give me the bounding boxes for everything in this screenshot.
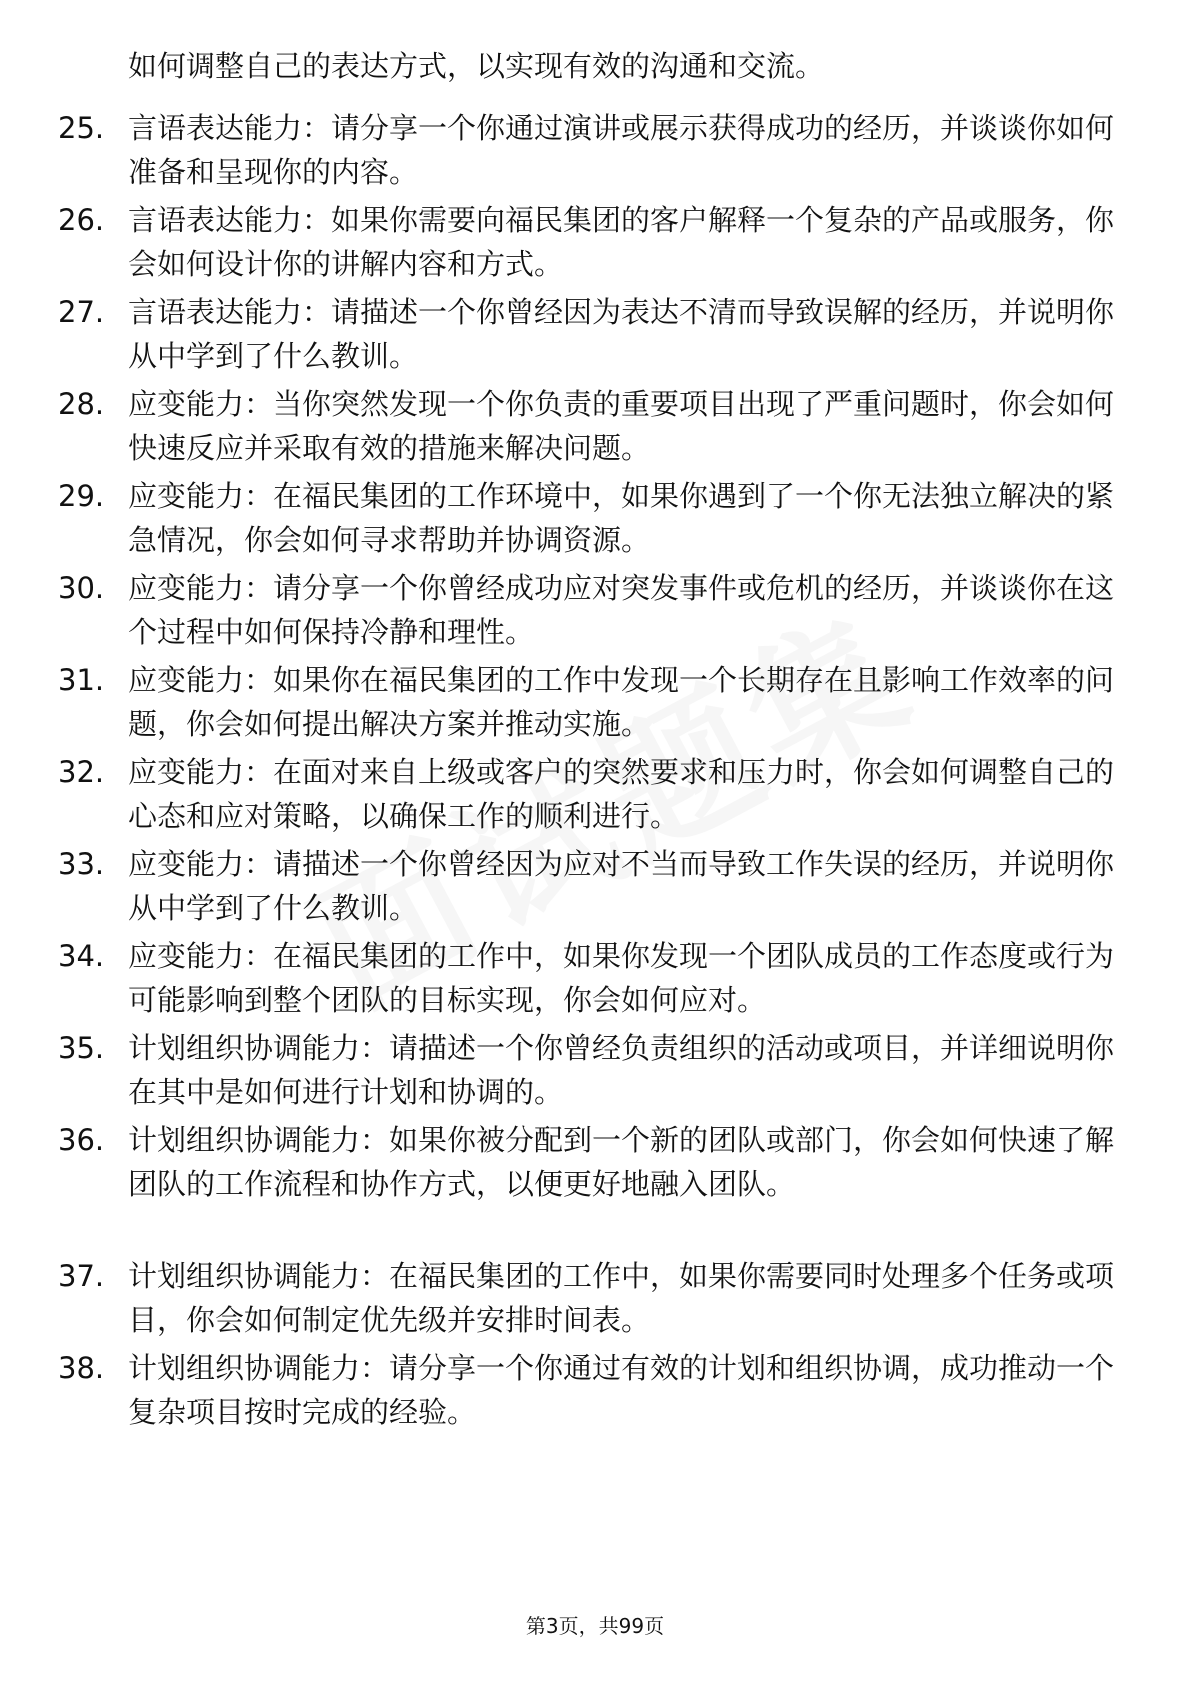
question-number: 33. — [58, 847, 105, 881]
continuation-text: 如何调整自己的表达方式，以实现有效的沟通和交流。 — [128, 49, 825, 83]
question-number: 37. — [58, 1259, 105, 1293]
question-number: 25. — [58, 111, 105, 145]
question-number: 35. — [58, 1031, 105, 1065]
question-number: 34. — [58, 939, 105, 973]
question-number: 30. — [58, 571, 105, 605]
question-text: 计划组织协调能力：在福民集团的工作中，如果你需要同时处理多个任务或项目，你会如何制定优先级并安排时间表。 — [128, 1259, 1115, 1337]
question-text: 言语表达能力：如果你需要向福民集团的客户解释一个复杂的产品或服务，你会如何设计你的讲解内容和方式。 — [128, 203, 1115, 281]
question-number: 38. — [58, 1351, 105, 1385]
question-text: 言语表达能力：请描述一个你曾经因为表达不清而导致误解的经历，并说明你从中学到了什么教训。 — [128, 295, 1115, 373]
question-text: 应变能力：在福民集团的工作环境中，如果你遇到了一个你无法独立解决的紧急情况，你会如何寻求帮助并协调资源。 — [128, 479, 1115, 557]
question-text: 言语表达能力：请分享一个你通过演讲或展示获得成功的经历，并谈谈你如何准备和呈现你的内容。 — [128, 111, 1115, 189]
question-text: 应变能力：请描述一个你曾经因为应对不当而导致工作失误的经历，并说明你从中学到了什么教训。 — [128, 847, 1115, 925]
question-text: 应变能力：请分享一个你曾经成功应对突发事件或危机的经历，并谈谈你在这个过程中如何保持冷静和理性。 — [128, 571, 1115, 649]
question-text: 计划组织协调能力：请描述一个你曾经负责组织的活动或项目，并详细说明你在其中是如何进行计划和协调的。 — [128, 1031, 1115, 1109]
question-text: 应变能力：当你突然发现一个你负责的重要项目出现了严重问题时，你会如何快速反应并采取有效的措施来解决问题。 — [128, 387, 1115, 465]
question-text: 应变能力：如果你在福民集团的工作中发现一个长期存在且影响工作效率的问题，你会如何提出解决方案并推动实施。 — [128, 663, 1115, 741]
question-number: 29. — [58, 479, 105, 513]
question-number: 36. — [58, 1123, 105, 1157]
question-number: 31. — [58, 663, 105, 697]
question-text: 计划组织协调能力：如果你被分配到一个新的团队或部门，你会如何快速了解团队的工作流程和协作方式，以便更好地融入团队。 — [128, 1123, 1115, 1201]
question-text: 计划组织协调能力：请分享一个你通过有效的计划和组织协调，成功推动一个复杂项目按时完成的经验。 — [128, 1351, 1115, 1429]
question-number: 26. — [58, 203, 105, 237]
question-number: 28. — [58, 387, 105, 421]
question-number: 32. — [58, 755, 105, 789]
question-number: 27. — [58, 295, 105, 329]
question-text: 应变能力：在面对来自上级或客户的突然要求和压力时，你会如何调整自己的心态和应对策略，以确保工作的顺利进行。 — [128, 755, 1115, 833]
page-footer: 第3页，共99页 — [525, 1614, 665, 1638]
question-text: 应变能力：在福民集团的工作中，如果你发现一个团队成员的工作态度或行为可能影响到整个团队的目标实现，你会如何应对。 — [128, 939, 1115, 1017]
